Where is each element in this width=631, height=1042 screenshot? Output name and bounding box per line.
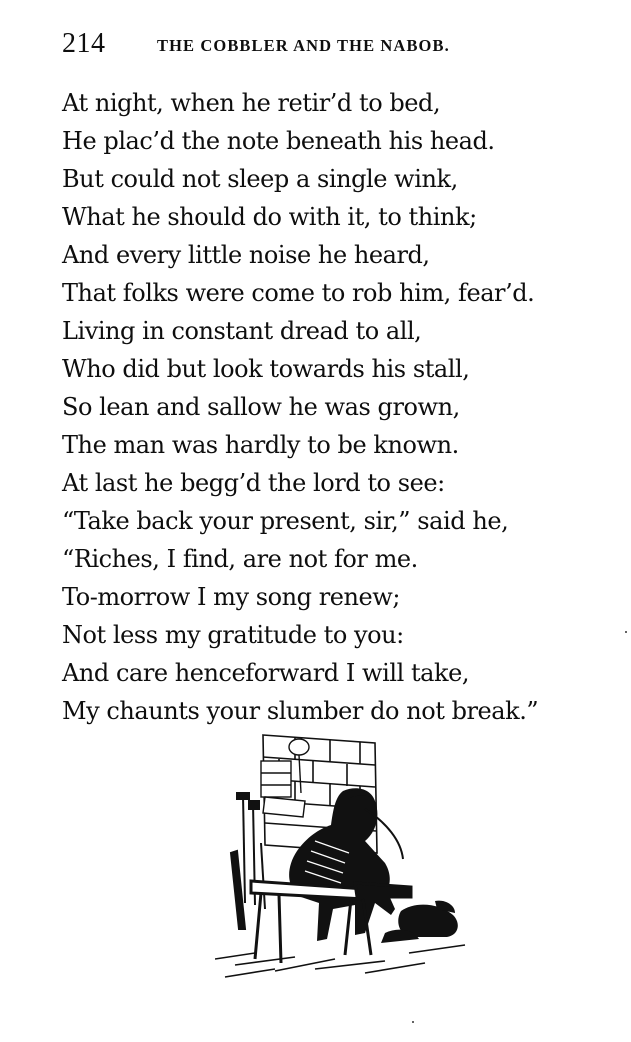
page-number: 214 <box>62 28 106 59</box>
poem-line: But could not sleep a single wink, <box>62 165 458 193</box>
poem-line: “Take back your present, sir,” said he, <box>62 507 509 535</box>
poem-line: And care henceforward I will take, <box>62 659 470 687</box>
poem-line: At last he begg’d the lord to see: <box>62 469 445 497</box>
poem-line: Not less my gratitude to you: <box>62 621 404 649</box>
shelf <box>261 739 309 817</box>
poem-line: Living in constant dread to all, <box>62 317 422 345</box>
running-head <box>62 28 602 60</box>
poem-line: My chaunts your slumber do not break.” <box>62 697 539 725</box>
poem-line: At night, when he retir’d to bed, <box>62 89 441 117</box>
poem-line: That folks were come to rob him, fear’d. <box>62 279 535 307</box>
paper-speck <box>625 631 627 633</box>
cobbler-woodcut-illustration <box>215 733 470 983</box>
cobbler-figure <box>289 788 403 941</box>
poem-line: The man was hardly to be known. <box>62 431 459 459</box>
poem-line: And every little noise he heard, <box>62 241 430 269</box>
paper-speck <box>412 1021 414 1023</box>
running-title: THE COBBLER AND THE NABOB. <box>157 36 450 55</box>
poem-line: Who did but look towards his stall, <box>62 355 470 383</box>
poem-line: To-morrow I my song renew; <box>62 583 401 611</box>
floor <box>215 945 465 977</box>
poem-line: What he should do with it, to think; <box>62 203 477 231</box>
poem-line: He plac’d the note beneath his head. <box>62 127 495 155</box>
cobbler-bench <box>251 881 411 963</box>
poem-line: So lean and sallow he was grown, <box>62 393 460 421</box>
poem-stanza <box>62 84 622 730</box>
poem-line: “Riches, I find, are not for me. <box>62 545 418 573</box>
